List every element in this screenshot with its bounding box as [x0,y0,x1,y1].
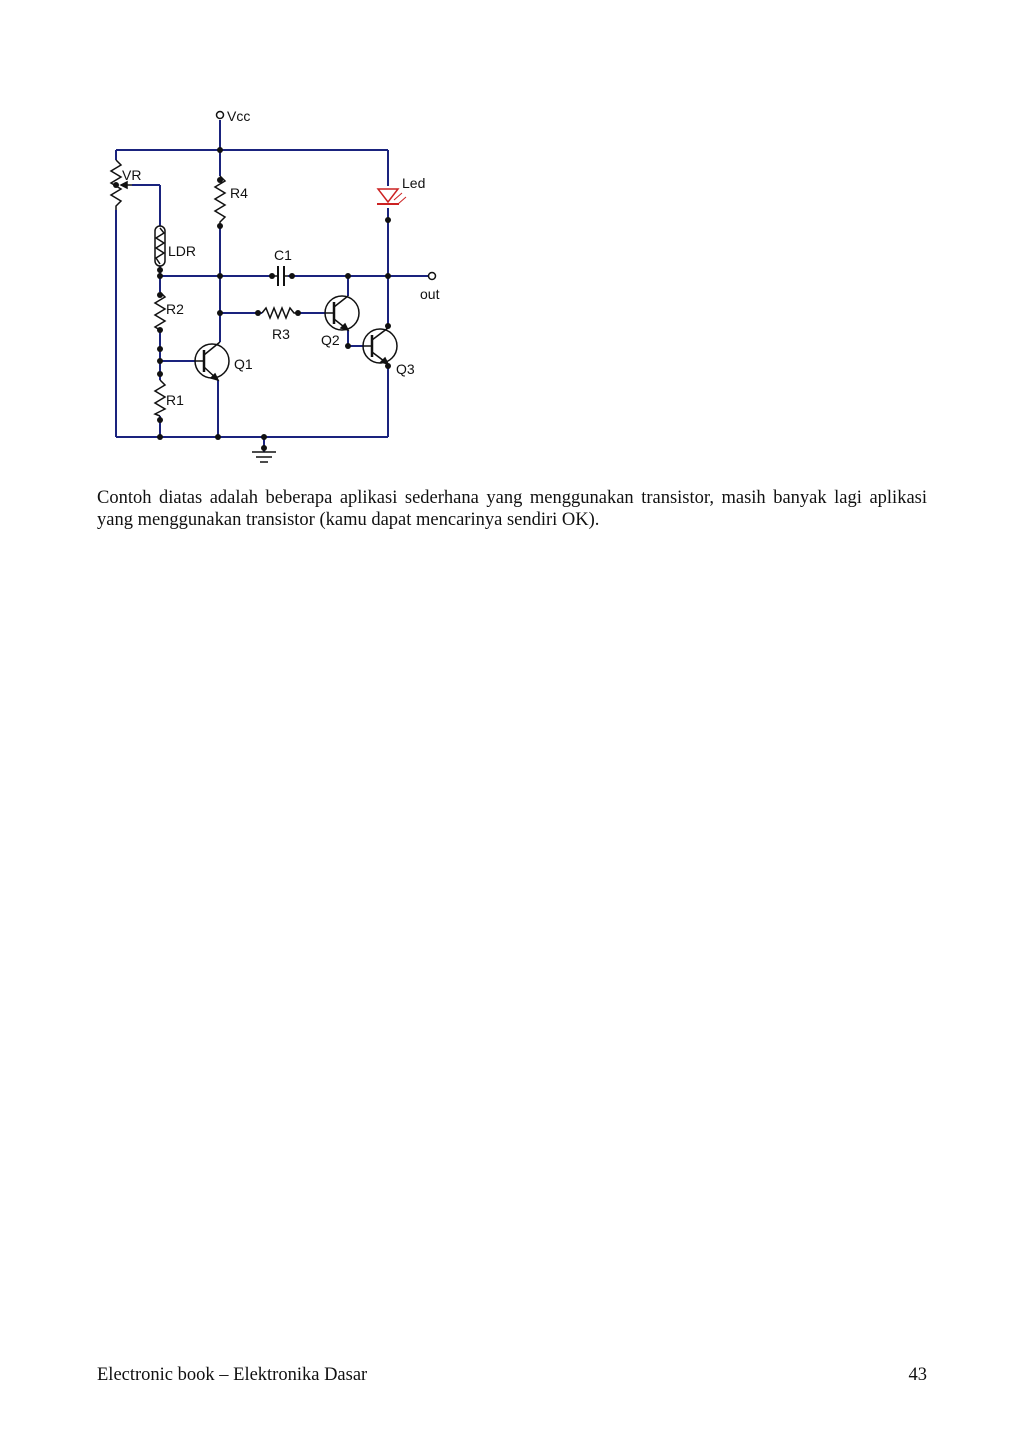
junction-dots [113,147,391,451]
label-vcc: Vcc [227,108,251,124]
footer-book-title: Electronic book – Elektronika Dasar [97,1365,368,1385]
label-r3: R3 [272,326,290,342]
label-vr: VR [122,167,142,183]
label-led: Led [402,175,426,191]
circuit-diagram-svg [100,100,460,480]
wires [116,120,428,452]
ground-symbol [252,452,276,462]
footer-page-number: 43 [908,1365,927,1385]
label-q2: Q2 [321,332,340,348]
r4-resistor [215,176,225,226]
r1-resistor [155,380,165,416]
label-q1: Q1 [234,356,253,372]
circuit-schematic [100,100,460,480]
q2-transistor [325,296,359,330]
label-out: out [420,286,440,302]
vcc-terminal [217,112,224,119]
out-terminal [429,273,436,280]
led-diode [377,189,406,204]
label-r1: R1 [166,392,184,408]
q1-transistor [195,342,229,380]
label-r2: R2 [166,301,184,317]
label-c1: C1 [274,247,292,263]
label-r4: R4 [230,185,248,201]
r3-resistor [262,308,296,318]
q3-transistor [363,328,397,364]
label-q3: Q3 [396,361,415,377]
label-ldr: LDR [168,243,197,259]
caption-paragraph: Contoh diatas adalah beberapa aplikasi sederhana yang menggunakan transistor, masih banyak lagi aplikasi yang menggunakan transistor (kamu dapat mencarinya sendiri OK). [97,488,927,530]
schematic-labels [122,108,440,408]
